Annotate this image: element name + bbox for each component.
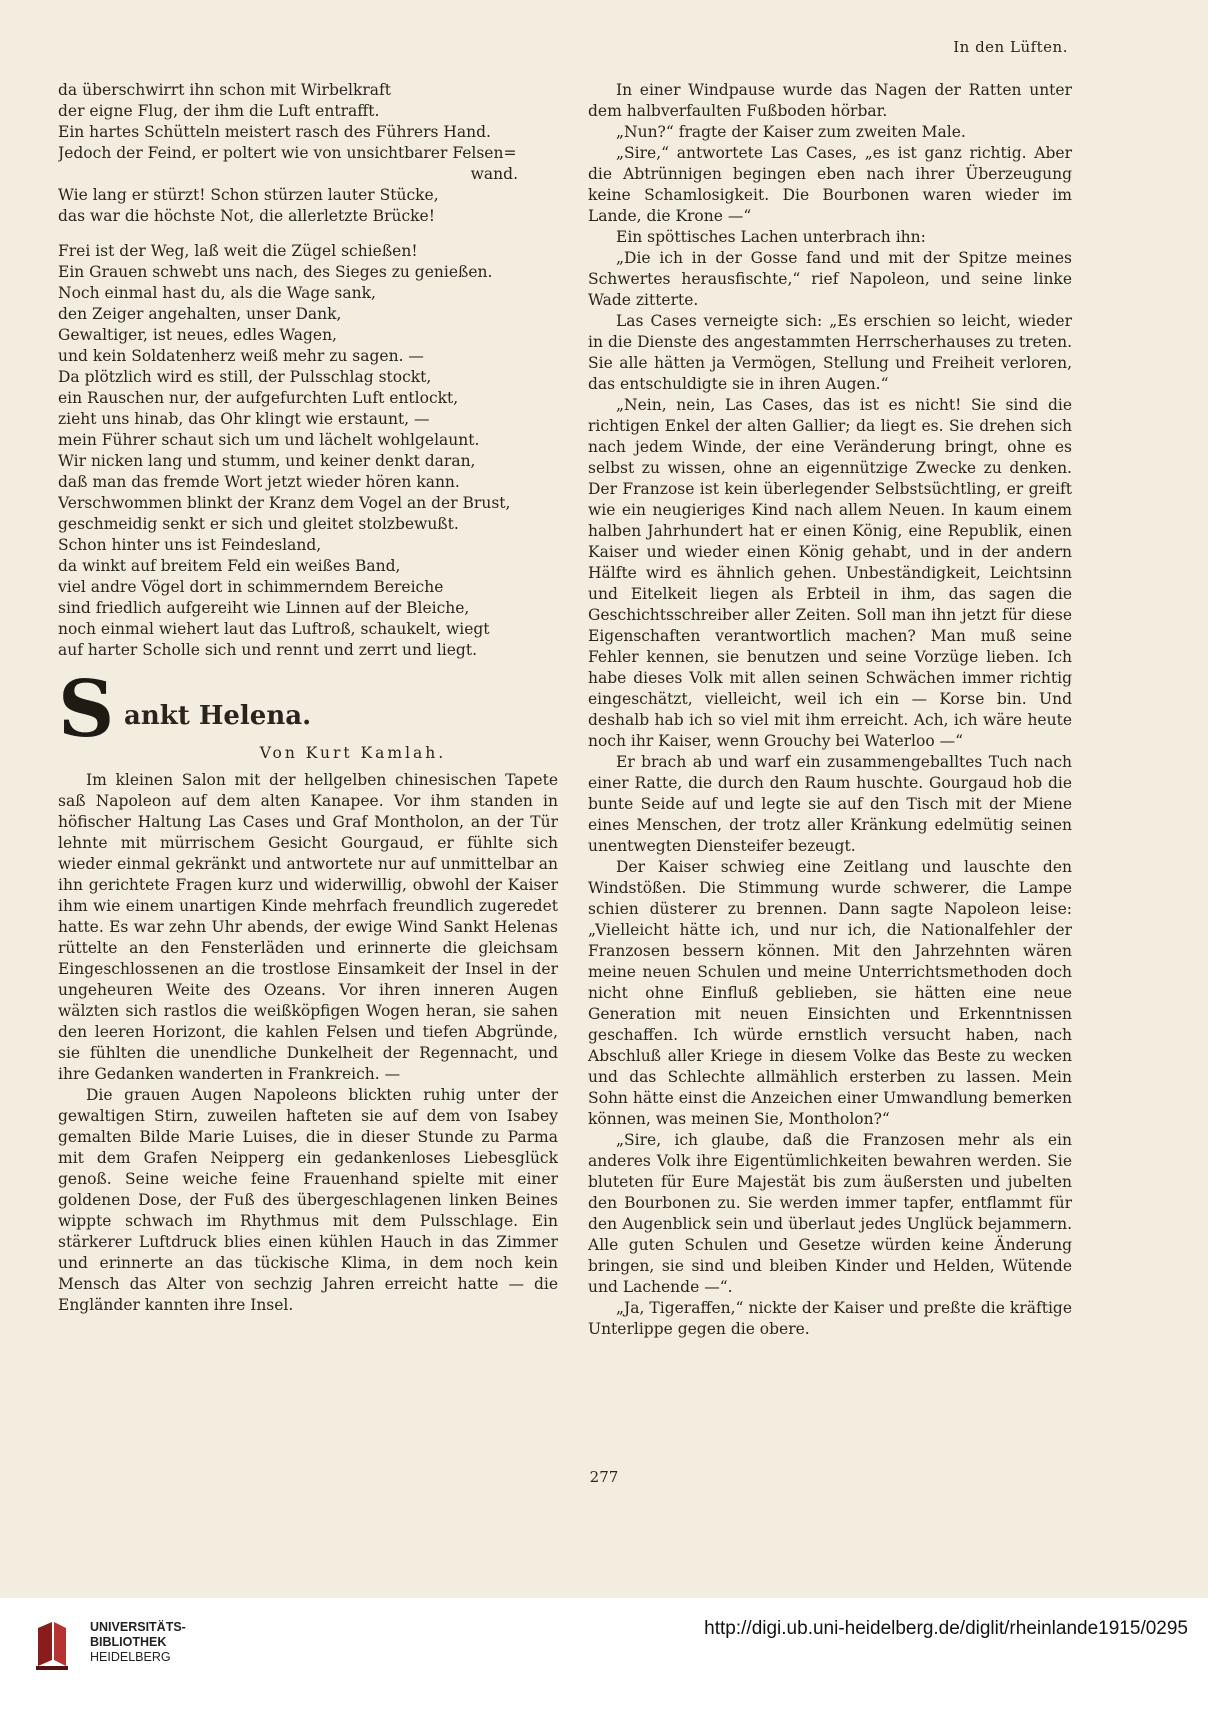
page-number: 277 <box>589 1468 619 1486</box>
poem-line: auf harter Scholle sich und rennt und zerrt und liegt. <box>58 641 478 659</box>
poem-line: Noch einmal hast du, als die Wage sank, <box>58 284 376 302</box>
poem-line: geschmeidig senkt er sich und gleitet stolzbewußt. <box>58 515 459 533</box>
poem-line: Schon hinter uns ist Feindesland, <box>58 536 322 554</box>
poem-line: wand. <box>470 165 518 183</box>
library-name-line: HEIDELBERG <box>90 1650 171 1664</box>
paragraph: „Nein, nein, Las Cases, das ist es nicht! Sie sind die richtigen Enkel der alten Gallier; da liegt es. Sie drehen sich nach jedem Winde, der eine Veränderung bringt, ohne es selbst zu wissen, ohne an eigennützige Zwecke zu denken. Der Franzose ist kein überlegender Selbstsüchtling, er greift wie ein neugieriges Kind nach allem Neuen. In kaum einem halben Jahrhundert hat er einen König, eine Republik, einen Kaiser und wieder einen König gehabt, und in der andern Hälfte wird es ähnlich gehen. Unbeständigkeit, Leichtsinn und Eitelkeit liegen als Erbteil in ihm, das sagen die Geschichtsschreiber aller Zeiten. Soll man ihn jetzt für diese Eigenschaften verantwortlich machen? Man muß seine Fehler kennen, sie benutzen und seine Vorzüge lieben. Ich habe dieses Volk mit allen seinen Schwächen immer richtig eingeschätzt, vielleicht, weil ich ein — Korse bin. Und deshalb hab ich so viel mit ihm erreicht. Ach, ich wäre heute noch ihr Kaiser, wenn Grouchy bei Waterloo —“ <box>588 396 1072 750</box>
poem-line: daß man das fremde Wort jetzt wieder hören kann. <box>58 473 460 491</box>
poem-line: ein Rauschen nur, der aufgefurchten Luft entlockt, <box>58 389 459 407</box>
byline: Von Kurt Kamlah. <box>259 744 447 762</box>
poem-line: und kein Soldatenherz weiß mehr zu sagen. — <box>58 347 424 365</box>
running-head: In den Lüften. <box>953 38 1068 56</box>
poem-line: Ein Grauen schwebt uns nach, des Sieges zu genießen. <box>58 263 493 281</box>
poem-line: Wir nicken lang und stumm, und keiner denkt daran, <box>58 452 476 470</box>
paragraph: „Nun?“ fragte der Kaiser zum zweiten Male. <box>616 123 966 141</box>
paragraph: Er brach ab und warf ein zusammengeballtes Tuch nach einer Ratte, die durch den Raum huschte. Gourgaud hob die bunte Seide auf und legte sie auf den Tisch mit der Miene eines Menschen, der trotz aller Kränkung edelmütig seinen unentwegten Diensteifer bezeugt. <box>588 753 1072 855</box>
paragraph: Las Cases verneigte sich: „Es erschien so leicht, wieder in die Dienste des angestammten Herrscherhauses zu treten. Sie alle hätten ja Vermögen, Stellung und Freiheit verloren, das entschuldigte sie in ihren Augen.“ <box>588 312 1072 393</box>
library-logo-icon <box>28 1618 76 1674</box>
poem-line: Ein hartes Schütteln meistert rasch des Führers Hand. <box>58 123 491 141</box>
poem-line: Jedoch der Feind, er poltert wie von unsichtbarer Felsen= <box>58 144 517 162</box>
paragraph: Im kleinen Salon mit der hellgelben chinesischen Tapete saß Napoleon auf dem alten Kanapee. Vor ihm standen in höfischer Haltung Las Cases und Graf Montholon, an der Tür lehnte mit mürrischem Gesicht Gourgaud, er fühlte sich wieder einmal gekränkt und antwortete nur auf unmittelbar an ihn gerichtete Fragen kurz und widerwillig, obwohl der Kaiser ihm wie einem unartigen Kinde mehrfach freundlich zugeredet hatte. Es war zehn Uhr abends, der ewige Wind Sankt Helenas rüttelte an den Fensterläden und erinnerte die gleichsam Eingeschlossenen an die trostlose Einsamkeit der Insel in der ungeheuren Weite des Ozeans. Vor ihren inneren Augen wälzten sich rastlos die weißköpfigen Wogen heran, sie sahen den leeren Horizont, die kahlen Felsen und tiefen Abgründe, sie fühlten die unendliche Dunkelheit der Regennacht, und ihre Gedanken wanderten in Frankreich. — <box>58 771 558 1083</box>
poem-line: der eigne Flug, der ihm die Luft entrafft. <box>58 102 380 120</box>
title-initial: S <box>58 664 115 755</box>
poem-stanza <box>58 80 558 227</box>
poem-line: Wie lang er stürzt! Schon stürzen lauter Stücke, <box>58 186 439 204</box>
poem-line: Gewaltiger, ist neues, edles Wagen, <box>58 326 337 344</box>
poem-line: Da plötzlich wird es still, der Pulsschlag stockt, <box>58 368 432 386</box>
source-url-link[interactable]: http://digi.ub.uni-heidelberg.de/diglit/rheinlande1915/0295 <box>704 1618 1188 1639</box>
paragraph: „Die ich in der Gosse fand und mit der Spitze meines Schwertes herausfischte,“ rief Napoleon, und seine linke Wade zitterte. <box>588 249 1072 309</box>
poem-line: da überschwirrt ihn schon mit Wirbelkraft <box>58 81 392 99</box>
poem-line: Verschwommen blinkt der Kranz dem Vogel an der Brust, <box>58 494 511 512</box>
poem-line: Frei ist der Weg, laß weit die Zügel schießen! <box>58 242 418 260</box>
library-name-line: UNIVERSITÄTS- <box>90 1620 186 1634</box>
poem-line: zieht uns hinab, das Ohr klingt wie erstaunt, — <box>58 410 430 428</box>
library-name <box>90 1620 186 1665</box>
poem-stanza <box>58 241 558 661</box>
paragraph: „Ja, Tigeraffen,“ nickte der Kaiser und preßte die kräftige Unterlippe gegen die obere. <box>588 1299 1072 1338</box>
paragraph: „Sire,“ antwortete Las Cases, „es ist ganz richtig. Aber die Abtrünnigen begingen eben nach ihrer Überzeugung keine Schamlosigkeit. Die Bourbonen waren wieder im Lande, die Krone —“ <box>588 144 1072 225</box>
poem-line: den Zeiger angehalten, unser Dank, <box>58 305 342 323</box>
poem-line: da winkt auf breitem Feld ein weißes Band, <box>58 557 401 575</box>
paragraph: Der Kaiser schwieg eine Zeitlang und lauschte den Windstößen. Die Stimmung wurde schwerer, die Lampe schien düsterer zu brennen. Dann sagte Napoleon leise: „Vielleicht hätte ich, und nur ich, die Nationalfehler der Franzosen bessern können. Mit den Jahrzehnten wären meine neuen Schulen und meine Unterrichtsmethoden doch nicht ohne Einfluß geblieben, sie hätten eine neue Generation mit neuen Einsichten und Erkenntnissen geschaffen. Ich würde ernstlich versucht haben, nach Abschluß aller Kriege in diesem Volke das Beste zu wecken und das Schlechte allmählich ersterben zu lassen. Mein Sohn hätte einst die Anzeichen einer Umwandlung bemerken können, was meinen Sie, Montholon?“ <box>588 858 1072 1128</box>
poem-line: sind friedlich aufgereiht wie Linnen auf der Bleiche, <box>58 599 470 617</box>
title-text: ankt Helena. <box>124 701 312 731</box>
poem-line: noch einmal wiehert laut das Luftroß, schaukelt, wiegt <box>58 620 490 638</box>
paragraph: „Sire, ich glaube, daß die Franzosen mehr als ein anderes Volk ihre Eigentümlichkeiten bewahren werden. Sie bluteten für Eure Majestät bis zum äußersten und jubelten den Bourbonen zu. Sie werden immer tapfer, entflammt für den Augenblick sein und überlaut jedes Unglück bejammern. Alle guten Schulen und Gesetze würden keine Änderung bringen, sie sind und bleiben Kinder und Helden, Wütende und Lachende —“. <box>588 1131 1072 1296</box>
poem-line: mein Führer schaut sich um und lächelt wohlgelaunt. <box>58 431 480 449</box>
paragraph: Die grauen Augen Napoleons blickten ruhig unter der gewaltigen Stirn, zuweilen hafteten sie auf dem von Isabey gemalten Bilde Marie Luises, die in dieser Stunde zu Parma mit dem Grafen Neipperg ein gedankenloses Liebesglück genoß. Seine weiche feine Frauenhand spielte mit einer goldenen Dose, der Fuß des übergeschlagenen linken Beines wippte schwach im Rhythmus mit dem Pulsschlage. Ein stärkerer Luftdruck blies einen kühlen Hauch in das Zimmer und erinnerte an das tückische Klima, in dem noch kein Mensch das Alter von sechzig Jahren erreicht hatte — die Engländer kannten ihre Insel. <box>58 1086 558 1314</box>
paragraph: Ein spöttisches Lachen unterbrach ihn: <box>616 228 926 246</box>
poem-line: das war die höchste Not, die allerletzte Brücke! <box>58 207 435 225</box>
library-footer <box>0 1598 1208 1716</box>
library-name-line: BIBLIOTHEK <box>90 1635 167 1649</box>
left-column <box>58 80 558 1316</box>
poem-line: viel andre Vögel dort in schimmerndem Bereiche <box>58 578 444 596</box>
paragraph: In einer Windpause wurde das Nagen der Ratten unter dem halbverfaulten Fußboden hörbar. <box>588 81 1072 120</box>
right-column <box>588 80 1072 1340</box>
